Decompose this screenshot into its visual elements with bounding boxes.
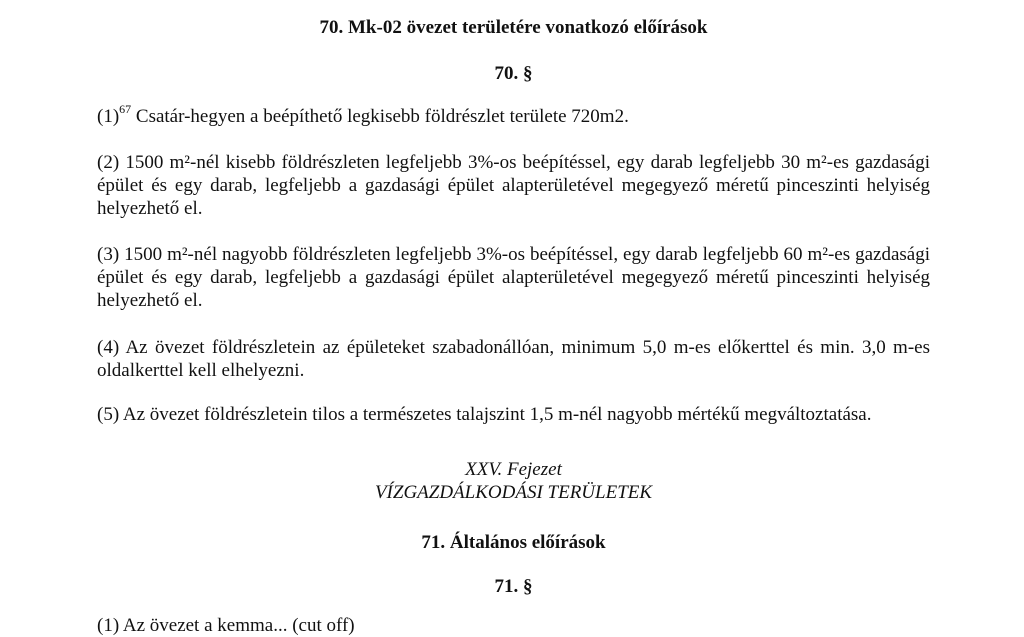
footnote-reference[interactable]: 67 bbox=[119, 101, 132, 116]
paragraph-1-number: (1) bbox=[97, 106, 120, 127]
section-70-paragraph-2: (2) 1500 m²-nél kisebb földrészleten legfeljebb 3%-os beépítéssel, egy darab legfeljebb 30 m²-es gazdasági épület és egy darab, legfeljebb a gazdasági épület alapterületével megegyező méretű pinceszinti helyiség helyezhető el. bbox=[97, 152, 930, 219]
section-70-title: 70. Mk-02 övezet területére vonatkozó előírások bbox=[319, 17, 708, 38]
section-70-paragraph-3: (3) 1500 m²-nél nagyobb földrészleten legfeljebb 3%-os beépítéssel, egy darab legfeljebb 60 m²-es gazdasági épület és egy darab, legfeljebb a gazdasági épület alapterületével megegyező méretű pinceszinti helyiség helyezhető el. bbox=[97, 244, 930, 311]
chapter-title: VÍZGAZDÁLKODÁSI TERÜLETEK bbox=[374, 482, 653, 503]
section-70-paragraph-5: (5) Az övezet földrészletein tilos a természetes talajszint 1,5 m-nél nagyobb mértékű megváltoztatása. bbox=[97, 404, 872, 425]
section-71-paragraph-1-partial: (1) Az övezet a kemma... (cut off) bbox=[97, 615, 355, 636]
paragraph-1-text: Csatár-hegyen a beépíthető legkisebb földrészlet területe 720m2. bbox=[131, 106, 629, 127]
section-71-paragraph-mark: 71. § bbox=[494, 576, 533, 597]
section-71-title: 71. Általános előírások bbox=[421, 532, 606, 553]
section-70-paragraph-mark: 70. § bbox=[494, 63, 533, 84]
section-70-paragraph-1 bbox=[97, 101, 930, 128]
chapter-number: XXV. Fejezet bbox=[465, 459, 562, 480]
section-71-paragraph-1-cut bbox=[97, 614, 930, 636]
section-70-paragraph-4: (4) Az övezet földrészletein az épületeket szabadonállóan, minimum 5,0 m-es előkerttel és min. 3,0 m-es oldalkerttel kell elhelyezni. bbox=[97, 337, 930, 381]
